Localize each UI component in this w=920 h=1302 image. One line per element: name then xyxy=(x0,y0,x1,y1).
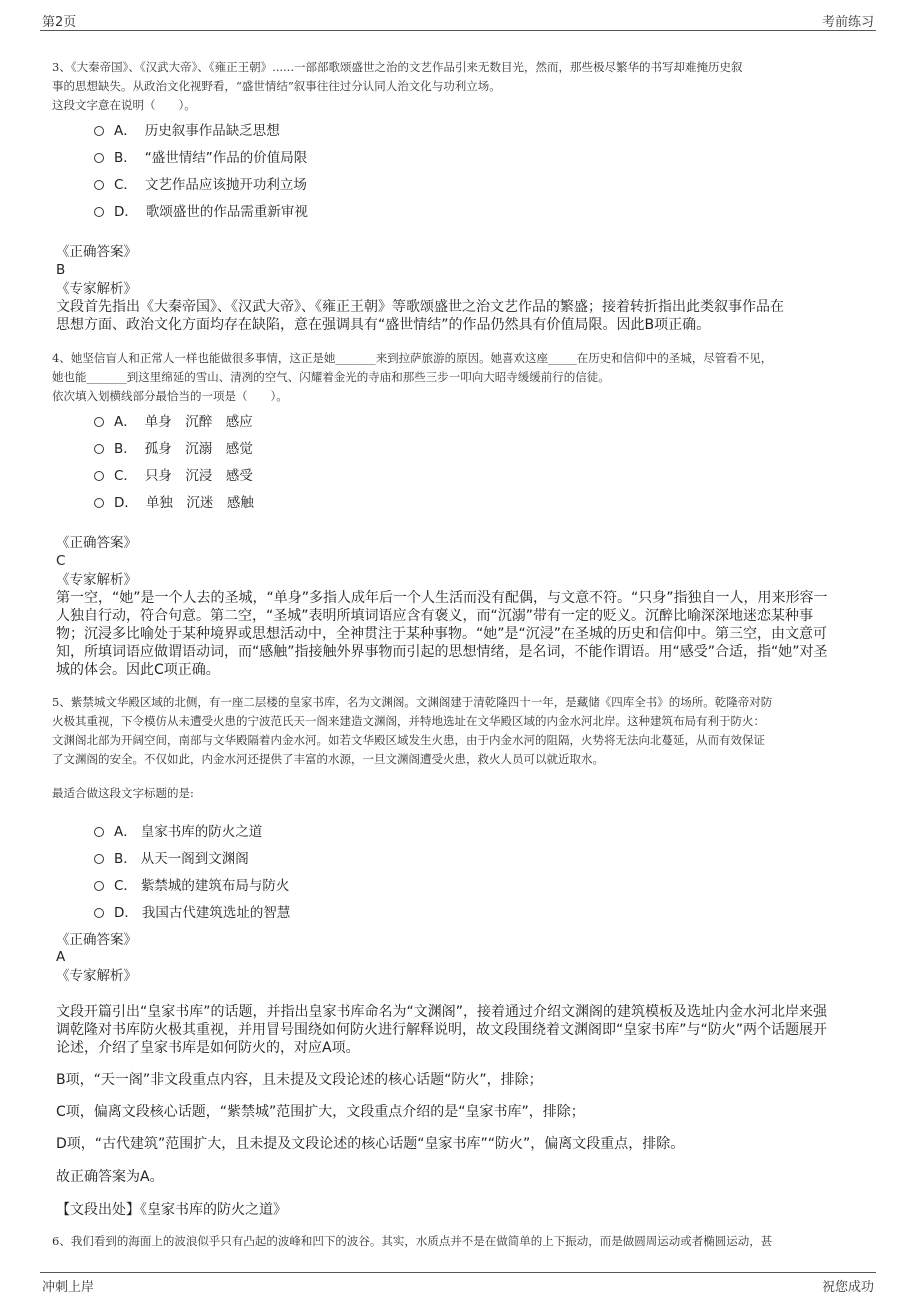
question-6-stem: 6、我们看到的海面上的波浪似乎只有凸起的波峰和凹下的波谷。其实，水质点并不是在做简单的上下振动，而是做圆周运动或者椭圆运动，甚 xyxy=(52,1234,773,1248)
q5-analysis-b: B项，“天一阁”非文段重点内容，且未提及文段论述的核心话题“防火”，排除； xyxy=(56,1072,543,1088)
question-4-stem: 4、她坚信盲人和正常人一样也能做很多事情，这正是她_______来到拉萨旅游的原因。她喜欢这座_____在历史和信仰中的圣城，尽管看不见， 她也能_______到这里绵延的雪山、清冽的空气、闪耀着金光的寺庙和那些三步一叩向大昭寺缓缓前行的信徒。 依次填入划横线部分最恰当的一项是（ ）。 xyxy=(52,351,773,403)
radio-icon[interactable] xyxy=(94,498,104,508)
q4-analysis: 第一空，“她”是一个人去的圣城，“单身”多指人成年后一个人生活而没有配偶，与文意不符。“只身”指独自一人，用来形容一 人独自行动，符合句意。第二空，“圣城”表明所填词语应含有褒义，而“沉溺”带有一定的贬义。沉醉比喻深深地迷恋某种事 物；沉浸多比喻处于某种境界或思想活动中，全神贯注于某种事物。“她”是“沉浸”在圣城的历史和信仰中。第三空，由文意可 知，所填词语应做谓语动词，而“感触”指接触外界事物而引起的思想情绪，是名词，不能作谓语。用“感受”合适，指“她”对圣 城的体会。因此C项正确。 xyxy=(56,590,828,678)
q4-option-b[interactable]: B． 孤身 沉溺 感觉 xyxy=(94,437,253,457)
radio-icon[interactable] xyxy=(94,126,104,136)
page-number: 第2页 xyxy=(42,15,77,30)
q4-option-c[interactable]: C． 只身 沉浸 感受 xyxy=(94,464,253,484)
q3-option-b[interactable]: B． “盛世情结”作品的价值局限 xyxy=(94,146,307,166)
q5-analysis-c: C项，偏离文段核心话题，“紫禁城”范围扩大，文段重点介绍的是“皇家书库”，排除； xyxy=(56,1104,585,1120)
question-5-stem: 5、紫禁城文华殿区域的北侧，有一座二层楼的皇家书库，名为文渊阁。文渊阁建于清乾隆四十一年，是藏储《四库全书》的场所。乾隆帝对防 火极其重视，下令模仿从未遭受火患的宁波范氏天一阁来建造文渊阁，并特地选址在文华殿区域的内金水河北岸。这种建筑布局有利于防火： 文渊阁北部为开阔空间，南部与文华殿隔着内金水河。如若文华殿区域发生火患，由于内金水河的阻隔，火势将无法向北蔓延，从而有效保证 了文渊阁的安全。不仅如此，内金水河还提供了丰富的水源，一旦文渊阁遭受火患，救火人员可以就近取水。 xyxy=(52,695,773,766)
q5-analysis-label: 《专家解析》 xyxy=(56,968,137,984)
footer-right: 祝您成功 xyxy=(821,1280,874,1295)
radio-icon[interactable] xyxy=(94,207,104,217)
q5-source: 【文段出处】《皇家书库的防火之道》 xyxy=(56,1202,287,1218)
radio-icon[interactable] xyxy=(94,471,104,481)
q4-option-a[interactable]: A． 单身 沉醉 感应 xyxy=(94,410,253,430)
q5-conclusion: 故正确答案为A。 xyxy=(56,1169,164,1185)
q5-option-a[interactable]: A． 皇家书库的防火之道 xyxy=(94,820,262,840)
q3-analysis-label: 《专家解析》 xyxy=(56,281,137,297)
q5-option-c[interactable]: C． 紫禁城的建筑布局与防火 xyxy=(94,874,289,894)
header-title: 考前练习 xyxy=(821,15,874,30)
radio-icon[interactable] xyxy=(94,908,104,918)
q5-option-d[interactable]: D． 我国古代建筑选址的智慧 xyxy=(94,901,290,921)
q3-option-c[interactable]: C． 文艺作品应该抛开功利立场 xyxy=(94,173,307,193)
question-3-stem: 3、《大秦帝国》、《汉武大帝》、《雍正王朝》......一部部歌颂盛世之治的文艺作品引来无数目光，然而，那些极尽繁华的书写却难掩历史叙 事的思想缺失。从政治文化视野看，“盛世情结”叙事往往过分认同人治文化与功利立场。 这段文字意在说明（ ）。 xyxy=(52,60,743,112)
radio-icon[interactable] xyxy=(94,854,104,864)
radio-icon[interactable] xyxy=(94,881,104,891)
q5-option-b[interactable]: B． 从天一阁到文渊阁 xyxy=(94,847,249,867)
q5-analysis: 文段开篇引出“皇家书库”的话题，并指出皇家书库命名为“文渊阁”，接着通过介绍文渊阁的建筑模板及选址内金水河北岸来强 调乾隆对书库防火极其重视，并用冒号围绕如何防火进行解释说明，故文段围绕着文渊阁即“皇家书库”与“防火”两个话题展开 论述，介绍了皇家书库是如何防火的，对应A项。 xyxy=(56,1004,828,1056)
footer-left: 冲刺上岸 xyxy=(42,1280,95,1295)
radio-icon[interactable] xyxy=(94,827,104,837)
q5-answer-label: 《正确答案》 xyxy=(56,932,137,948)
q3-analysis: 文段首先指出《大秦帝国》、《汉武大帝》、《雍正王朝》等歌颂盛世之治文艺作品的繁盛；接着转折指出此类叙事作品在 思想方面、政治文化方面均存在缺陷，意在强调具有“盛世情结”的作品仍然具有价值局限。因此B项正确。 xyxy=(56,299,784,333)
radio-icon[interactable] xyxy=(94,180,104,190)
q3-option-a[interactable]: A． 历史叙事作品缺乏思想 xyxy=(94,119,280,139)
q5-analysis-d: D项，“古代建筑”范围扩大，且未提及文段论述的核心话题“皇家书库”“防火”，偏离文段重点，排除。 xyxy=(56,1136,685,1152)
radio-icon[interactable] xyxy=(94,417,104,427)
q5-prompt: 最适合做这段文字标题的是: xyxy=(52,786,194,800)
q4-option-d[interactable]: D． 单独 沉迷 感触 xyxy=(94,491,254,511)
q4-answer-label: 《正确答案》 xyxy=(56,535,137,551)
q4-answer: C xyxy=(56,553,66,569)
radio-icon[interactable] xyxy=(94,153,104,163)
radio-icon[interactable] xyxy=(94,444,104,454)
q4-analysis-label: 《专家解析》 xyxy=(56,572,137,588)
q3-answer-label: 《正确答案》 xyxy=(56,244,137,260)
page-footer xyxy=(40,1272,876,1297)
q5-answer: A xyxy=(56,949,66,965)
page-header xyxy=(40,8,876,31)
q3-option-d[interactable]: D． 歌颂盛世的作品需重新审视 xyxy=(94,200,308,220)
q3-answer: B xyxy=(56,262,66,278)
